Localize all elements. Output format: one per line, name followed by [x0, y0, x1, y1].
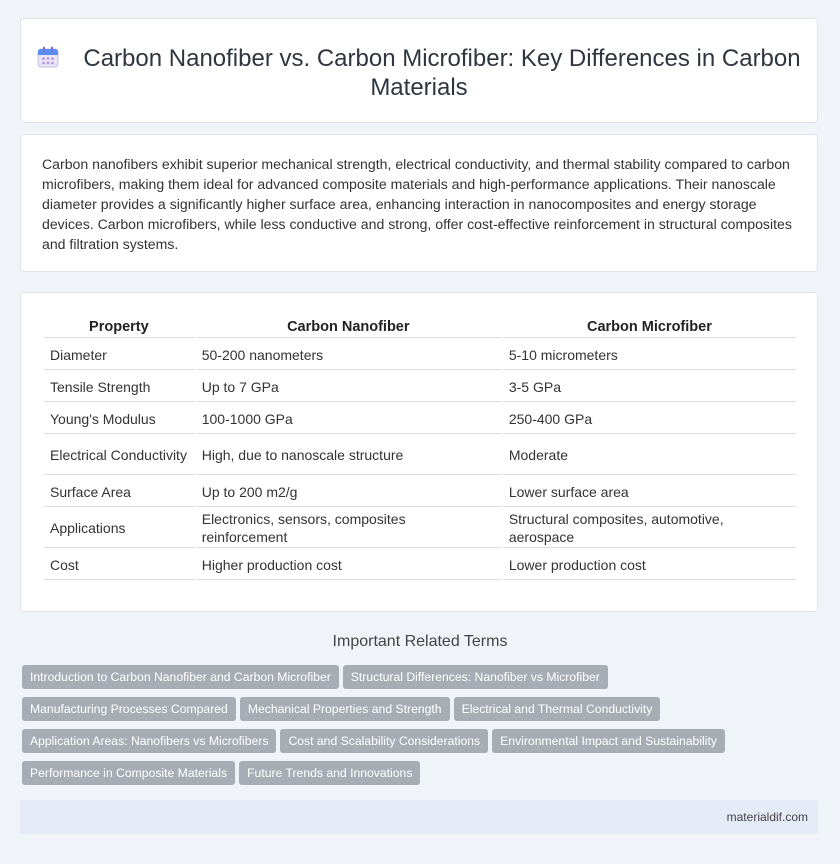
table-cell: Electronics, sensors, composites reinforcement: [196, 509, 501, 548]
table-cell: High, due to nanoscale structure: [196, 436, 501, 475]
title-card: [20, 18, 818, 123]
table-cell: Lower production cost: [503, 550, 796, 580]
table-row: [44, 509, 796, 548]
table-cell: Applications: [44, 509, 194, 548]
table-cell: Moderate: [503, 436, 796, 475]
header-property: Property: [44, 314, 194, 338]
related-term-tag[interactable]: Electrical and Thermal Conductivity: [454, 697, 661, 721]
comparison-table: [42, 312, 798, 582]
header-nanofiber: Carbon Nanofiber: [196, 314, 501, 338]
intro-paragraph: Carbon nanofibers exhibit superior mechanical strength, electrical conductivity, and thermal stability compared to carbon microfibers, making them ideal for advanced composite materials and high-performance applications. Their nanoscale diameter provides a significantly higher surface area, enhancing interaction in nanocomposites and energy storage devices. Carbon microfibers, while less conductive and strong, offer cost-effective reinforcement in structural composites and filtration systems.: [42, 156, 792, 252]
table-cell: Surface Area: [44, 477, 194, 507]
comparison-card: [20, 292, 818, 612]
table-cell: Diameter: [44, 340, 194, 370]
footer-site-link[interactable]: materialdif.com: [726, 810, 808, 824]
related-term-tag[interactable]: Structural Differences: Nanofiber vs Microfiber: [343, 665, 608, 689]
related-term-tag[interactable]: Application Areas: Nanofibers vs Microfibers: [22, 729, 276, 753]
table-row: [44, 477, 796, 507]
table-cell: Higher production cost: [196, 550, 501, 580]
table-row: [44, 372, 796, 402]
table-row: [44, 436, 796, 475]
table-cell: Up to 7 GPa: [196, 372, 501, 402]
table-cell: Tensile Strength: [44, 372, 194, 402]
table-cell: Structural composites, automotive, aerospace: [503, 509, 796, 548]
header-microfiber: Carbon Microfiber: [503, 314, 796, 338]
table-cell: 50-200 nanometers: [196, 340, 501, 370]
table-cell: 250-400 GPa: [503, 404, 796, 434]
table-cell: Young's Modulus: [44, 404, 194, 434]
related-term-tag[interactable]: Mechanical Properties and Strength: [240, 697, 450, 721]
table-cell: 5-10 micrometers: [503, 340, 796, 370]
page-title-text: Carbon Nanofiber vs. Carbon Microfiber: Key Differences in Carbon Materials: [83, 45, 801, 101]
related-terms-heading: Important Related Terms: [332, 633, 508, 650]
table-row: [44, 340, 796, 370]
footer: [20, 800, 818, 834]
related-term-tag[interactable]: Performance in Composite Materials: [22, 761, 235, 785]
related-term-tag[interactable]: Environmental Impact and Sustainability: [492, 729, 725, 753]
table-row: [44, 550, 796, 580]
table-cell: Up to 200 m2/g: [196, 477, 501, 507]
related-term-tag[interactable]: Cost and Scalability Considerations: [280, 729, 488, 753]
related-term-tag[interactable]: Future Trends and Innovations: [239, 761, 420, 785]
intro-card: [20, 134, 818, 272]
table-header-row: [44, 314, 796, 338]
related-term-tag[interactable]: Introduction to Carbon Nanofiber and Carbon Microfiber: [22, 665, 339, 689]
related-terms-list: [22, 665, 762, 793]
calendar-icon: [37, 46, 59, 68]
page-title: [21, 44, 817, 102]
table-cell: 3-5 GPa: [503, 372, 796, 402]
table-row: [44, 404, 796, 434]
table-cell: Cost: [44, 550, 194, 580]
related-term-tag[interactable]: Manufacturing Processes Compared: [22, 697, 236, 721]
table-cell: 100-1000 GPa: [196, 404, 501, 434]
table-cell: Lower surface area: [503, 477, 796, 507]
table-cell: Electrical Conductivity: [44, 436, 194, 475]
